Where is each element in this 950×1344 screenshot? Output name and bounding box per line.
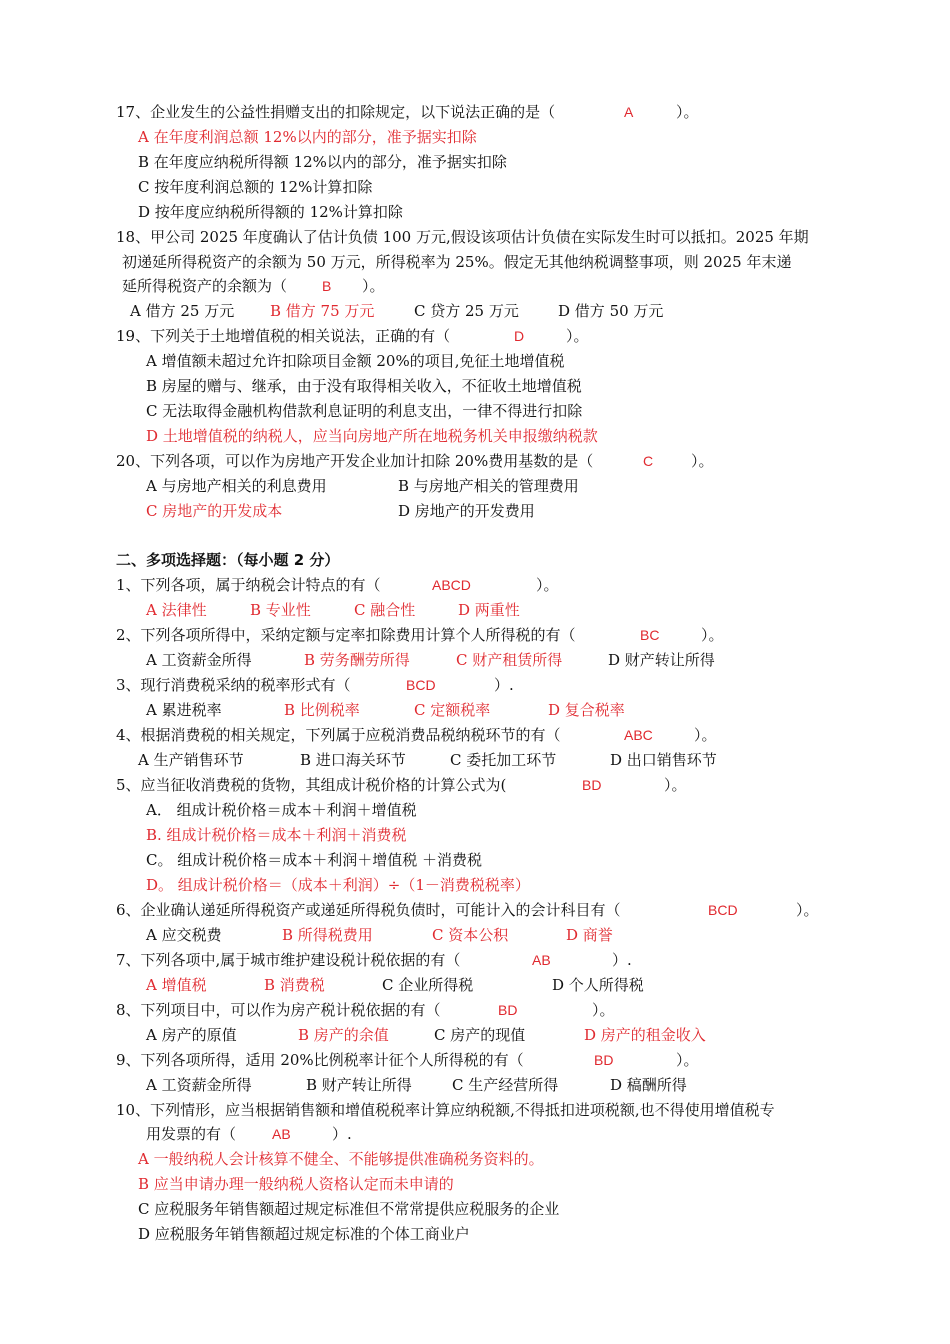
option: A 借方 25 万元 xyxy=(130,302,235,320)
option: A 增值额未超过允许扣除项目金额 20%的项目,免征土地增值税 xyxy=(146,352,565,370)
option: C 无法取得金融机构借款利息证明的利息支出，一律不得进行扣除 xyxy=(146,402,583,420)
question-stem-close: ）。 xyxy=(694,726,717,744)
question-stem-close: ）。 xyxy=(676,1051,699,1069)
question-stem-text: 20、下列各项，可以作为房地产开发企业加计扣除 20%费用基数的是（ xyxy=(116,452,594,470)
section-heading: 二、多项选择题：（每小题 2 分） xyxy=(116,551,340,569)
option-correct: C 定额税率 xyxy=(414,701,491,719)
option-correct: D 土地增值税的纳税人，应当向房地产所在地税务机关申报缴纳税款 xyxy=(146,427,598,445)
answer-mark: B xyxy=(322,278,332,294)
option-correct: B. 组成计税价格＝成本＋利润＋消费税 xyxy=(146,826,407,844)
question-stem-close: ）. xyxy=(612,951,632,969)
question-stem-close: ）。 xyxy=(362,277,385,295)
question-stem-text: 17、企业发生的公益性捐赠支出的扣除规定，以下说法正确的是（ xyxy=(116,103,556,121)
question-stem-close: ）。 xyxy=(536,576,559,594)
answer-mark: A xyxy=(624,104,634,120)
answer-mark: ABC xyxy=(624,727,653,743)
option-correct: B 房产的余值 xyxy=(298,1026,389,1044)
question-stem-text: 延所得税资产的余额为（ xyxy=(122,277,288,295)
question-stem-text: 3、现行消费税采纳的税率形式有（ xyxy=(116,676,351,694)
question-m6-stem xyxy=(116,900,836,920)
answer-mark: ABCD xyxy=(432,577,471,593)
question-m5-stem xyxy=(116,775,716,795)
option-correct: D 房产的租金收入 xyxy=(584,1026,706,1044)
option: C 企业所得税 xyxy=(382,976,474,994)
option: A 房产的原值 xyxy=(146,1026,237,1044)
option-correct: C 房地产的开发成本 xyxy=(146,502,283,520)
question-m3-stem xyxy=(116,675,536,695)
option: B 进口海关环节 xyxy=(300,751,406,769)
option-correct: B 专业性 xyxy=(250,601,311,619)
option: A 应交税费 xyxy=(146,926,222,944)
option: C 生产经营所得 xyxy=(452,1076,559,1094)
option: D 按年度应纳税所得额的 12%计算扣除 xyxy=(138,203,403,221)
option-correct: B 劳务酬劳所得 xyxy=(304,651,410,669)
answer-mark: BD xyxy=(582,777,602,793)
option-correct: C 财产租赁所得 xyxy=(456,651,563,669)
option: C 委托加工环节 xyxy=(450,751,557,769)
option: A 工资薪金所得 xyxy=(146,651,252,669)
question-stem-close: ）。 xyxy=(664,776,687,794)
option: A 累进税率 xyxy=(146,701,222,719)
option: C 应税服务年销售额超过规定标准但不常常提供应税服务的企业 xyxy=(138,1200,560,1218)
answer-mark: D xyxy=(514,328,525,344)
question-m9-stem xyxy=(116,1050,716,1070)
answer-mark: AB xyxy=(272,1126,291,1142)
question-stem-text: 5、应当征收消费税的货物，其组成计税价格的计算公式为( xyxy=(116,776,507,794)
option-correct: A 一般纳税人会计核算不健全、不能够提供准确税务资料的。 xyxy=(138,1150,544,1168)
question-stem-close: ）。 xyxy=(566,327,589,345)
question-m10-line2 xyxy=(146,1124,406,1144)
question-stem-text: 2、下列各项所得中，采纳定额与定率扣除费用计算个人所得税的有（ xyxy=(116,626,576,644)
question-stem-text: 19、下列关于土地增值税的相关说法，正确的有（ xyxy=(116,327,451,345)
option: B 与房地产相关的管理费用 xyxy=(398,477,579,495)
question-19-stem xyxy=(116,326,636,346)
question-stem-close: ）。 xyxy=(796,901,819,919)
option: D 个人所得税 xyxy=(552,976,644,994)
question-stem-close: ）。 xyxy=(701,626,724,644)
question-m7-stem xyxy=(116,950,656,970)
option-correct: D 商誉 xyxy=(566,926,613,944)
question-18-line3 xyxy=(122,276,522,296)
option: D 财产转让所得 xyxy=(608,651,715,669)
question-stem-text: 8、下列项目中，可以作为房产税计税依据的有（ xyxy=(116,1001,441,1019)
question-m1-stem xyxy=(116,575,596,595)
answer-mark: BCD xyxy=(406,677,436,693)
option-correct: B 借方 75 万元 xyxy=(270,302,375,320)
question-stem-close: ）. xyxy=(332,1125,352,1143)
option: C 贷方 25 万元 xyxy=(414,302,519,320)
option: A 与房地产相关的利息费用 xyxy=(146,477,327,495)
option: D 出口销售环节 xyxy=(610,751,717,769)
answer-mark: BCD xyxy=(708,902,738,918)
option: D 应税服务年销售额超过规定标准的个体工商业户 xyxy=(138,1225,470,1243)
question-18-line1: 18、甲公司 2025 年度确认了估计负债 100 万元,假设该项估计负债在实际发生时可以抵扣。2025 年期 xyxy=(116,228,809,246)
option: A． 组成计税价格＝成本＋利润＋增值税 xyxy=(146,801,417,819)
answer-mark: BC xyxy=(640,627,660,643)
option-correct: D 复合税率 xyxy=(548,701,625,719)
option: D 借方 50 万元 xyxy=(558,302,664,320)
option-correct: D 两重性 xyxy=(458,601,520,619)
option-correct: A 法律性 xyxy=(146,601,207,619)
question-m10-line1: 10、下列情形，应当根据销售额和增值税税率计算应纳税额,不得抵扣进项税额,也不得使用增值税专 xyxy=(116,1101,775,1119)
option-correct: A 在年度利润总额 12%以内的部分，准予据实扣除 xyxy=(138,128,477,146)
option-correct: B 消费税 xyxy=(264,976,325,994)
question-stem-text: 6、企业确认递延所得税资产或递延所得税负债时，可能计入的会计科目有（ xyxy=(116,901,621,919)
option: B 在年度应纳税所得额 12%以内的部分，准予据实扣除 xyxy=(138,153,507,171)
option-correct: D。 组成计税价格＝（成本＋利润）÷（1－消费税税率） xyxy=(146,876,530,894)
option-correct: C 资本公积 xyxy=(432,926,509,944)
question-20-stem xyxy=(116,451,736,471)
question-m4-stem xyxy=(116,725,736,745)
option: C。 组成计税价格＝成本＋利润＋增值税 ＋消费税 xyxy=(146,851,483,869)
question-stem-close: ）。 xyxy=(691,452,714,470)
option: B 财产转让所得 xyxy=(306,1076,412,1094)
answer-mark: AB xyxy=(532,952,551,968)
answer-mark: C xyxy=(643,453,654,469)
question-stem-close: ）。 xyxy=(592,1001,615,1019)
answer-mark: BD xyxy=(498,1002,518,1018)
option-correct: B 比例税率 xyxy=(284,701,360,719)
question-m2-stem xyxy=(116,625,736,645)
option: C 按年度利润总额的 12%计算扣除 xyxy=(138,178,373,196)
option: B 房屋的赠与、继承，由于没有取得相关收入，不征收土地增值税 xyxy=(146,377,582,395)
option-correct: B 所得税费用 xyxy=(282,926,373,944)
option: D 稿酬所得 xyxy=(610,1076,687,1094)
question-stem-text: 用发票的有（ xyxy=(146,1125,237,1143)
question-17-stem xyxy=(116,102,836,122)
question-stem-close: ）。 xyxy=(676,103,699,121)
question-stem-close: ）. xyxy=(494,676,514,694)
question-stem-text: 7、下列各项中,属于城市维护建设税计税依据的有（ xyxy=(116,951,461,969)
question-stem-text: 4、根据消费税的相关规定，下列属于应税消费品税纳税环节的有（ xyxy=(116,726,561,744)
question-m8-stem xyxy=(116,1000,636,1020)
question-stem-text: 1、下列各项，属于纳税会计特点的有（ xyxy=(116,576,381,594)
question-18-line2: 初递延所得税资产的余额为 50 万元，所得税率为 25%。假定无其他纳税调整事项，则 2025 年末递 xyxy=(122,253,792,271)
option: C 房产的现值 xyxy=(434,1026,526,1044)
option: A 工资薪金所得 xyxy=(146,1076,252,1094)
answer-mark: BD xyxy=(594,1052,614,1068)
option: A 生产销售环节 xyxy=(138,751,244,769)
option-correct: C 融合性 xyxy=(354,601,416,619)
option-correct: A 增值税 xyxy=(146,976,207,994)
question-stem-text: 9、下列各项所得，适用 20%比例税率计征个人所得税的有（ xyxy=(116,1051,524,1069)
option-correct: B 应当申请办理一般纳税人资格认定而未申请的 xyxy=(138,1175,454,1193)
option: D 房地产的开发费用 xyxy=(398,502,535,520)
